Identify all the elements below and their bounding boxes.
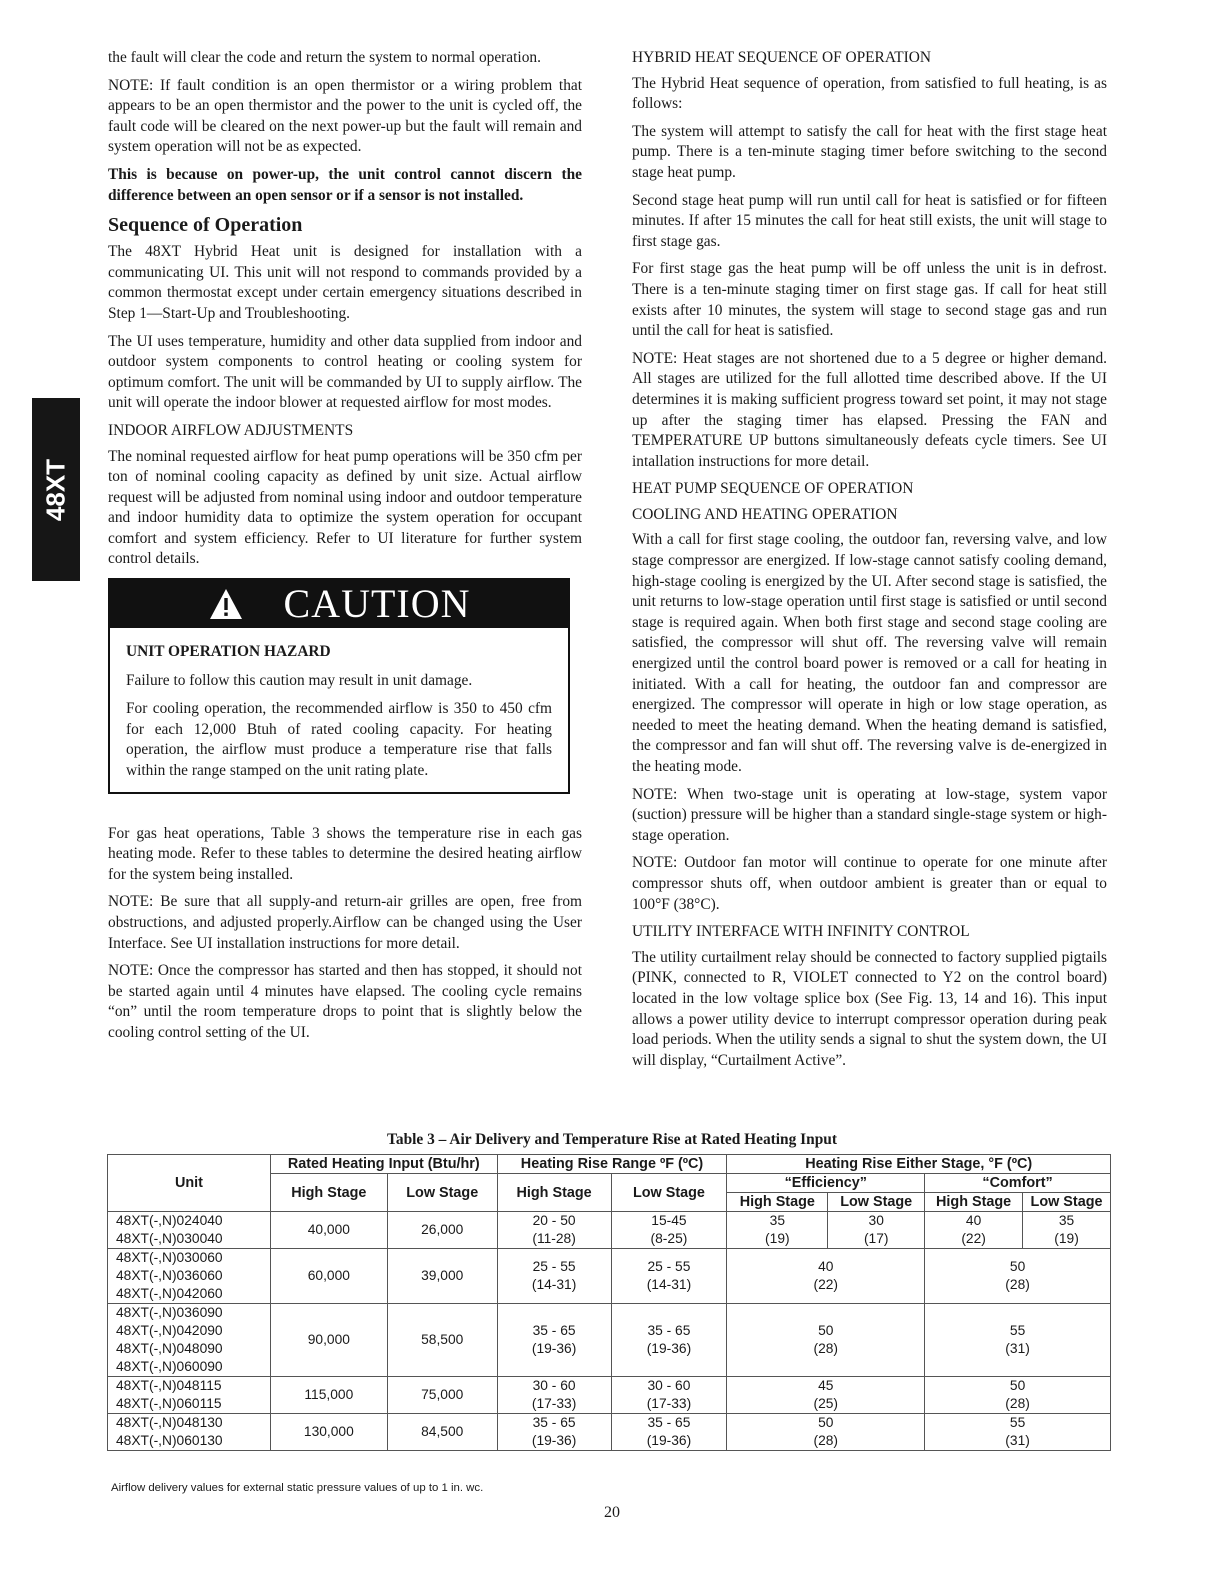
input-high: 130,000 [270, 1414, 387, 1451]
rise-c: (28) [813, 1433, 839, 1448]
left-column [108, 48, 582, 1051]
note-paragraph: NOTE: If fault condition is an open thermistor or a wiring problem that appears to be an open thermistor and the power to the unit is cycled off, the fault code will be cleared on the next power-up but the fault will remain and system operation will not be as expected. [108, 76, 582, 156]
input-low: 26,000 [387, 1212, 497, 1249]
unit-model: 48XT(-,N)042090 [116, 1323, 223, 1338]
rise-c: (22) [813, 1277, 839, 1292]
section-tab: 48XT [32, 398, 80, 581]
range-f: 15-45 [651, 1213, 687, 1228]
header-comfort: “Comfort” [925, 1174, 1111, 1193]
warning-triangle-icon [208, 587, 244, 621]
note-paragraph: NOTE: Be sure that all supply-and return-air grilles are open, free from obstructions, and adjusted properly.Airflow can be changed using the User Interface. See UI installation instructions for more detail. [108, 893, 582, 952]
paragraph: The nominal requested airflow for heat pump operations will be 350 cfm per ton of nominal cooling capacity as defined by unit size. Actual airflow request will be adjusted from nominal using indoor and outdoor temperature and indoor humidity data to optimize the system operation for occupant comfort and system efficiency. Refer to UI literature for further system control details. [108, 447, 582, 568]
rise-c: (17) [863, 1231, 889, 1246]
note-paragraph: NOTE: Outdoor fan motor will continue to operate for one minute after compressor shuts off, when outdoor ambient is greater than or equal to 100°F (38°C). [632, 854, 1107, 913]
range-f: 20 - 50 [532, 1213, 576, 1228]
paragraph: the fault will clear the code and return the system to normal operation. [108, 49, 541, 66]
rise-f: 50 [818, 1415, 834, 1430]
range-c: (14-31) [531, 1277, 577, 1292]
range-f: 35 - 65 [532, 1323, 576, 1338]
range-c: (19-36) [531, 1341, 577, 1356]
input-low: 58,500 [387, 1304, 497, 1377]
header-low-stage: Low Stage [387, 1174, 497, 1212]
unit-model: 48XT(-,N)048090 [116, 1341, 223, 1356]
header-low-stage: Low Stage [828, 1193, 925, 1212]
table-row [108, 1377, 1111, 1414]
range-f: 25 - 55 [532, 1259, 576, 1274]
paragraph: The utility curtailment relay should be connected to factory supplied pigtails (PINK, connected to R, VIOLET connected to Y2 on the control board) located in the low voltage splice box (See Fig. 13, 14 and 16). This input allows a power utility device to interrupt compressor operation during peak load periods. When the utility sends a signal to shut the system down, the UI will display, “Curtailment Active”. [632, 948, 1107, 1069]
unit-model: 48XT(-,N)030040 [116, 1231, 223, 1246]
subheading: COOLING AND HEATING OPERATION [632, 505, 898, 523]
subheading: UTILITY INTERFACE WITH INFINITY CONTROL [632, 923, 970, 941]
unit-model: 48XT(-,N)024040 [116, 1213, 223, 1228]
hazard-title: UNIT OPERATION HAZARD [126, 643, 331, 661]
header-high-stage: High Stage [727, 1193, 828, 1212]
right-column [632, 48, 1107, 1078]
section-heading: Sequence of Operation [108, 214, 303, 237]
paragraph: The 48XT Hybrid Heat unit is designed for installation with a communicating UI. This unit will not respond to commands provided by a common thermostat except under certain emergency situations described in Step 1—Start-Up and Troubleshooting. [108, 243, 582, 322]
rise-f: 35 [1058, 1213, 1075, 1228]
rise-c: (28) [1005, 1396, 1030, 1411]
header-efficiency: “Efficiency” [727, 1174, 925, 1193]
rise-f: 45 [818, 1378, 834, 1393]
subheading: INDOOR AIRFLOW ADJUSTMENTS [108, 421, 354, 439]
header-low-stage: Low Stage [611, 1174, 727, 1212]
caution-text: For cooling operation, the recommended airflow is 350 to 450 cfm for each 12,000 Btuh of rated cooling capacity. For heating operation, the airflow must produce a temperature rise that falls within the range stamped on the unit rating plate. [126, 700, 552, 780]
input-high: 115,000 [270, 1377, 387, 1414]
caution-word: CAUTION [283, 580, 471, 626]
unit-model: 48XT(-,N)060090 [116, 1359, 223, 1374]
rise-f: 35 [769, 1213, 785, 1228]
table-footnote: Airflow delivery values for external static pressure values of up to 1 in. wc. [111, 1482, 484, 1494]
paragraph: For gas heat operations, Table 3 shows the temperature rise in each gas heating mode. Refer to these tables to determine the desired heating airflow for the system being installed. [108, 824, 582, 883]
range-f: 35 - 65 [647, 1415, 691, 1430]
range-c: (17-33) [531, 1396, 577, 1411]
rise-c: (31) [1005, 1341, 1030, 1356]
unit-model: 48XT(-,N)048130 [116, 1415, 223, 1430]
unit-model: 48XT(-,N)036060 [116, 1268, 223, 1283]
heating-table [107, 1154, 1111, 1451]
input-high: 60,000 [270, 1249, 387, 1304]
range-f: 35 - 65 [532, 1415, 576, 1430]
subheading: HEAT PUMP SEQUENCE OF OPERATION [632, 480, 914, 498]
input-high: 40,000 [270, 1212, 387, 1249]
header-range: Heating Rise Range ºF (ºC) [497, 1155, 727, 1174]
paragraph: The UI uses temperature, humidity and other data supplied from indoor and outdoor system components to control heating or cooling system for optimum comfort. The unit will be commanded by UI to supply airflow. The unit will operate the indoor blower at requested airflow for most modes. [108, 332, 582, 412]
paragraph: The system will attempt to satisfy the call for heat with the first stage heat pump. There is a ten-minute staging timer before switching to the second stage heat pump. [632, 122, 1107, 181]
rise-f: 30 [868, 1213, 884, 1228]
note-paragraph: NOTE: Once the compressor has started and then has stopped, it should not be started again until 4 minutes have elapsed. The cooling cycle remains “on” until the room temperature drops to point that is slightly below the cooling control setting of the UI. [108, 962, 582, 1041]
rise-c: (31) [1005, 1433, 1030, 1448]
table-row [108, 1414, 1111, 1451]
table-title: Table 3 – Air Delivery and Temperature Rise at Rated Heating Input [387, 1131, 837, 1148]
paragraph: Second stage heat pump will run until call for heat is satisfied or for fifteen minutes. If after 15 minutes the call for heat still exists, the unit will stage to first stage gas. [632, 191, 1107, 250]
header-input: Rated Heating Input (Btu/hr) [270, 1155, 497, 1174]
rise-f: 40 [818, 1259, 834, 1274]
rise-c: (25) [813, 1396, 839, 1411]
rise-f: 50 [818, 1323, 834, 1338]
caution-text: Failure to follow this caution may result in unit damage. [126, 671, 473, 689]
range-c: (17-33) [646, 1396, 692, 1411]
rise-c: (22) [961, 1231, 986, 1246]
rise-f: 55 [1009, 1415, 1026, 1430]
rise-f: 50 [1009, 1259, 1026, 1274]
note-paragraph: NOTE: When two-stage unit is operating at low-stage, system vapor (suction) pressure will be higher than a standard single-stage system or high-stage operation. [632, 785, 1107, 844]
range-c: (19-36) [531, 1433, 577, 1448]
range-f: 30 - 60 [532, 1378, 576, 1393]
range-f: 30 - 60 [647, 1378, 691, 1393]
rise-f: 50 [1009, 1378, 1026, 1393]
caution-body [110, 628, 568, 792]
rise-c: (19) [1054, 1231, 1079, 1246]
table-row [108, 1249, 1111, 1304]
range-c: (19-36) [646, 1433, 692, 1448]
header-high-stage: High Stage [925, 1193, 1023, 1212]
rise-c: (28) [813, 1341, 839, 1356]
unit-model: 48XT(-,N)036090 [116, 1305, 223, 1320]
rise-c: (28) [1005, 1277, 1030, 1292]
unit-model: 48XT(-,N)042060 [116, 1286, 223, 1301]
page-number: 20 [604, 1504, 620, 1521]
unit-model: 48XT(-,N)030060 [116, 1250, 223, 1265]
input-low: 75,000 [387, 1377, 497, 1414]
header-high-stage: High Stage [497, 1174, 611, 1212]
caution-box [108, 578, 570, 794]
table-row [108, 1304, 1111, 1377]
range-c: (11-28) [532, 1231, 576, 1246]
rise-c: (19) [765, 1231, 790, 1246]
unit-model: 48XT(-,N)048115 [116, 1378, 222, 1393]
header-high-stage: High Stage [270, 1174, 387, 1212]
note-paragraph: NOTE: Heat stages are not shortened due to a 5 degree or higher demand. All stages are utilized for the full allotted time described above. If the UI determines it is making sufficient progress toward set point, it may not stage up after the staging timer has elapsed. Pressing the FAN and TEMPERATURE UP buttons simultaneously defeats cycle timers. See UI intallation instructions for more detail. [632, 349, 1107, 470]
header-low-stage: Low Stage [1023, 1193, 1111, 1212]
range-f: 25 - 55 [647, 1259, 691, 1274]
unit-model: 48XT(-,N)060115 [116, 1396, 222, 1411]
rise-f: 40 [965, 1213, 982, 1228]
rise-f: 55 [1009, 1323, 1026, 1338]
table-row [108, 1212, 1111, 1249]
caution-banner [110, 580, 568, 628]
range-f: 35 - 65 [647, 1323, 691, 1338]
input-low: 84,500 [387, 1414, 497, 1451]
paragraph: The Hybrid Heat sequence of operation, from satisfied to full heating, is as follows: [632, 74, 1107, 113]
bold-paragraph: This is because on power-up, the unit control cannot discern the difference between an open sensor or if a sensor is not installed. [108, 165, 582, 204]
header-either-stage: Heating Rise Either Stage, °F (ºC) [727, 1155, 1111, 1174]
range-c: (14-31) [646, 1277, 692, 1292]
unit-model: 48XT(-,N)060130 [116, 1433, 223, 1448]
input-high: 90,000 [270, 1304, 387, 1377]
paragraph: With a call for first stage cooling, the outdoor fan, reversing valve, and low stage compressor are energized. If low-stage cannot satisfy cooling demand, high-stage cooling is energized by the UI. After second stage is satisfied, the unit returns to low-stage operation until first stage is satisfied or until second stage is required again. When both first stage and second stage cooling are satisfied, the compressor will shut off. The reversing valve will remain energized until the control board power is removed or a call for heating in initiated. With a call for heating, the outdoor fan and compressor are energized. The compressor will operate in high or low stage operation, as needed to meet the heating demand. When the heating demand is satisfied, the compressor and fan will shut off. The reversing valve is de-energized in the heating mode. [632, 531, 1107, 775]
range-c: (19-36) [646, 1341, 692, 1356]
subheading: HYBRID HEAT SEQUENCE OF OPERATION [632, 49, 931, 66]
header-unit: Unit [108, 1155, 271, 1212]
paragraph: For first stage gas the heat pump will be off unless the unit is in defrost. There is a ten-minute staging timer on first stage gas. If call for heat still exists after 10 minutes, the system will stage to second stage gas and run until the call for heat is satisfied. [632, 260, 1107, 340]
range-c: (8-25) [650, 1231, 688, 1246]
input-low: 39,000 [387, 1249, 497, 1304]
